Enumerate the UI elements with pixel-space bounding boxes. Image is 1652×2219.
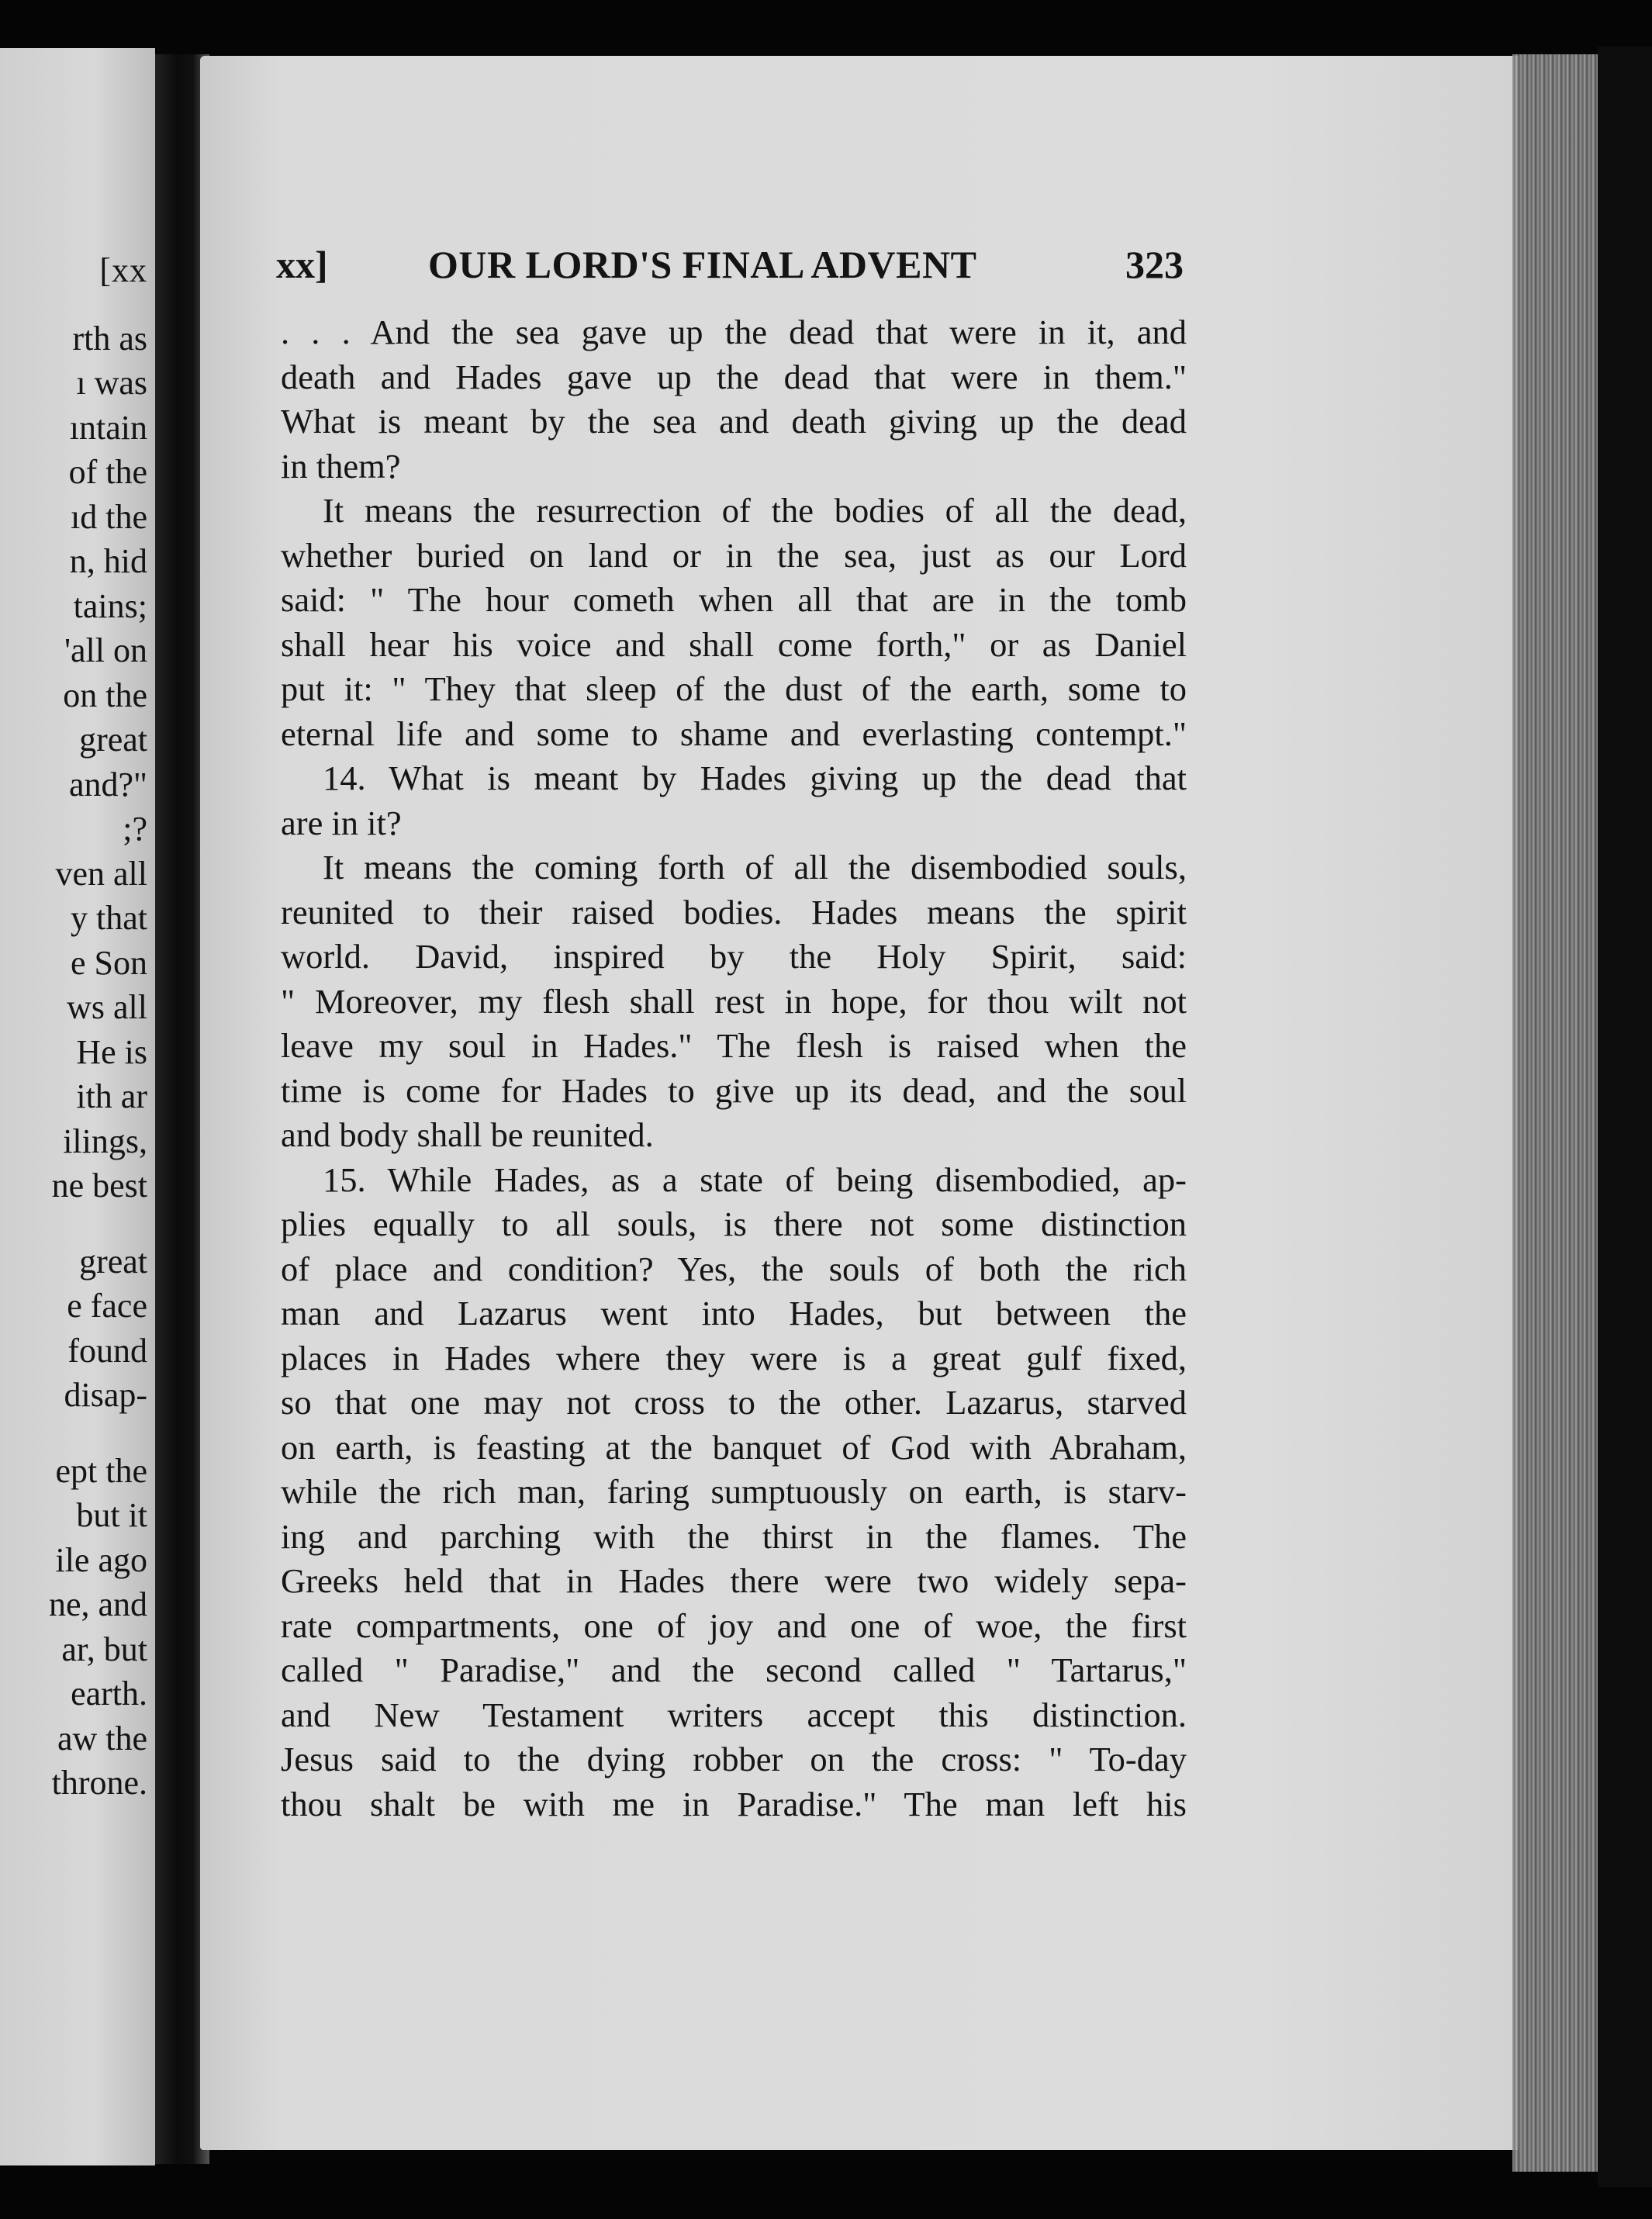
left-line: on the bbox=[63, 676, 147, 714]
text-line: ing and parching with the thirst in the flames. The bbox=[281, 1516, 1187, 1556]
text-line: 14. What is meant by Hades giving up the dead that bbox=[323, 759, 1187, 797]
text-line: leave my soul in Hades." The flesh is raised when the bbox=[281, 1026, 1187, 1065]
left-line: throne. bbox=[51, 1764, 147, 1802]
text-line: put it: " They that sleep of the dust of the earth, some to bbox=[281, 669, 1187, 708]
text-line: on earth, is feasting at the banquet of God with Abraham, bbox=[281, 1427, 1187, 1467]
text-line: reunited to their raised bodies. Hades means the spirit bbox=[281, 892, 1187, 931]
left-line: ilings, bbox=[63, 1122, 147, 1160]
left-line: ith ar bbox=[76, 1077, 147, 1115]
left-line: ws all bbox=[67, 988, 147, 1026]
running-title: OUR LORD'S FINAL ADVENT bbox=[428, 243, 977, 286]
left-line: found bbox=[67, 1331, 147, 1370]
text-line: " Moreover, my flesh shall rest in hope, for thou wilt not bbox=[281, 981, 1187, 1021]
left-line: He is bbox=[76, 1032, 147, 1071]
text-line: time is come for Hades to give up its dead, and the soul bbox=[281, 1070, 1187, 1110]
page-edges-shadow bbox=[1598, 47, 1652, 2187]
text-line: called " Paradise," and the second called " Tartarus," bbox=[281, 1650, 1187, 1689]
left-line: e face bbox=[67, 1287, 147, 1325]
text-line: death and Hades gave up the dead that were in them." bbox=[281, 357, 1187, 396]
text-line: rate compartments, one of joy and one of woe, the first bbox=[281, 1605, 1187, 1645]
left-line: of the bbox=[68, 453, 147, 491]
text-line: are in it? bbox=[281, 803, 402, 842]
text-line: places in Hades where they were is a great gulf fixed, bbox=[281, 1338, 1187, 1377]
left-line: and?" bbox=[68, 765, 147, 804]
left-paragraph-gap bbox=[0, 1208, 147, 1239]
text-line: . . . And the sea gave up the dead that were in it, and bbox=[281, 313, 1187, 351]
text-line: of place and condition? Yes, the souls of both the rich bbox=[281, 1249, 1187, 1288]
left-line: e Son bbox=[71, 943, 147, 982]
left-paragraph-gap bbox=[0, 1418, 147, 1449]
text-line: and New Testament writers accept this distinction. bbox=[281, 1695, 1187, 1734]
text-line: It means the coming forth of all the disembodied souls, bbox=[323, 848, 1187, 887]
page-number: 323 bbox=[1125, 243, 1184, 286]
chapter-marker: xx] bbox=[276, 243, 328, 286]
text-line: Jesus said to the dying robber on the cross: " To-day bbox=[281, 1740, 1187, 1778]
page-body-text bbox=[281, 310, 1187, 1827]
text-line: man and Lazarus went into Hades, but between the bbox=[281, 1294, 1187, 1332]
left-line: ı was bbox=[76, 364, 147, 402]
left-line: ne, and bbox=[48, 1585, 147, 1623]
text-line: world. David, inspired by the Holy Spirit, said: bbox=[281, 937, 1187, 976]
left-line: great bbox=[79, 721, 147, 759]
text-line: in them? bbox=[281, 446, 401, 486]
left-line: ;? bbox=[123, 810, 147, 848]
left-line: but it bbox=[76, 1496, 147, 1534]
left-line: ept the bbox=[55, 1451, 147, 1490]
text-line: Greeks held that in Hades there were two widely sepa- bbox=[281, 1561, 1187, 1600]
text-line: while the rich man, faring sumptuously on earth, is starv- bbox=[281, 1472, 1187, 1511]
left-line: ven all bbox=[55, 854, 147, 893]
left-line: tains; bbox=[73, 586, 147, 625]
left-line: ne best bbox=[51, 1167, 147, 1205]
running-head bbox=[276, 242, 1184, 296]
text-line: said: " The hour cometh when all that are in the tomb bbox=[281, 580, 1187, 619]
text-line: and body shall be reunited. bbox=[281, 1115, 654, 1154]
left-line: rth as bbox=[72, 319, 147, 358]
text-line: It means the resurrection of the bodies of all the dead, bbox=[323, 491, 1187, 530]
left-line: ile ago bbox=[55, 1540, 147, 1579]
left-line: disap- bbox=[64, 1376, 147, 1414]
left-page-text bbox=[0, 248, 147, 1806]
text-line: shall hear his voice and shall come forth," or as Daniel bbox=[281, 624, 1187, 664]
left-line: ıntain bbox=[69, 408, 147, 447]
left-line: earth. bbox=[71, 1675, 147, 1713]
left-lines-group-1 bbox=[0, 316, 147, 1208]
text-line: plies equally to all souls, is there not some distinction bbox=[281, 1205, 1187, 1243]
left-lines-group-2 bbox=[0, 1239, 147, 1418]
text-line: 15. While Hades, as a state of being disembodied, ap- bbox=[323, 1160, 1187, 1199]
left-lines-group-3 bbox=[0, 1449, 147, 1806]
left-line: 'all on bbox=[64, 631, 147, 669]
left-line: y that bbox=[71, 899, 147, 937]
left-line: ar, but bbox=[61, 1630, 147, 1668]
text-line: eternal life and some to shame and everlasting contempt." bbox=[281, 714, 1187, 753]
left-line: ıd the bbox=[71, 497, 147, 536]
left-facing-page bbox=[0, 48, 155, 2165]
left-line: n, hid bbox=[69, 542, 147, 580]
left-line: aw the bbox=[57, 1719, 147, 1758]
text-line: whether buried on land or in the sea, just as our Lord bbox=[281, 535, 1187, 575]
left-page-header: [xx bbox=[99, 251, 147, 289]
left-line: great bbox=[79, 1242, 147, 1281]
text-line: What is meant by the sea and death giving up the dead bbox=[281, 402, 1187, 441]
text-line: thou shalt be with me in Paradise." The man left his bbox=[281, 1784, 1187, 1823]
text-line: so that one may not cross to the other. Lazarus, starved bbox=[281, 1383, 1187, 1422]
page-edges bbox=[1512, 54, 1605, 2172]
